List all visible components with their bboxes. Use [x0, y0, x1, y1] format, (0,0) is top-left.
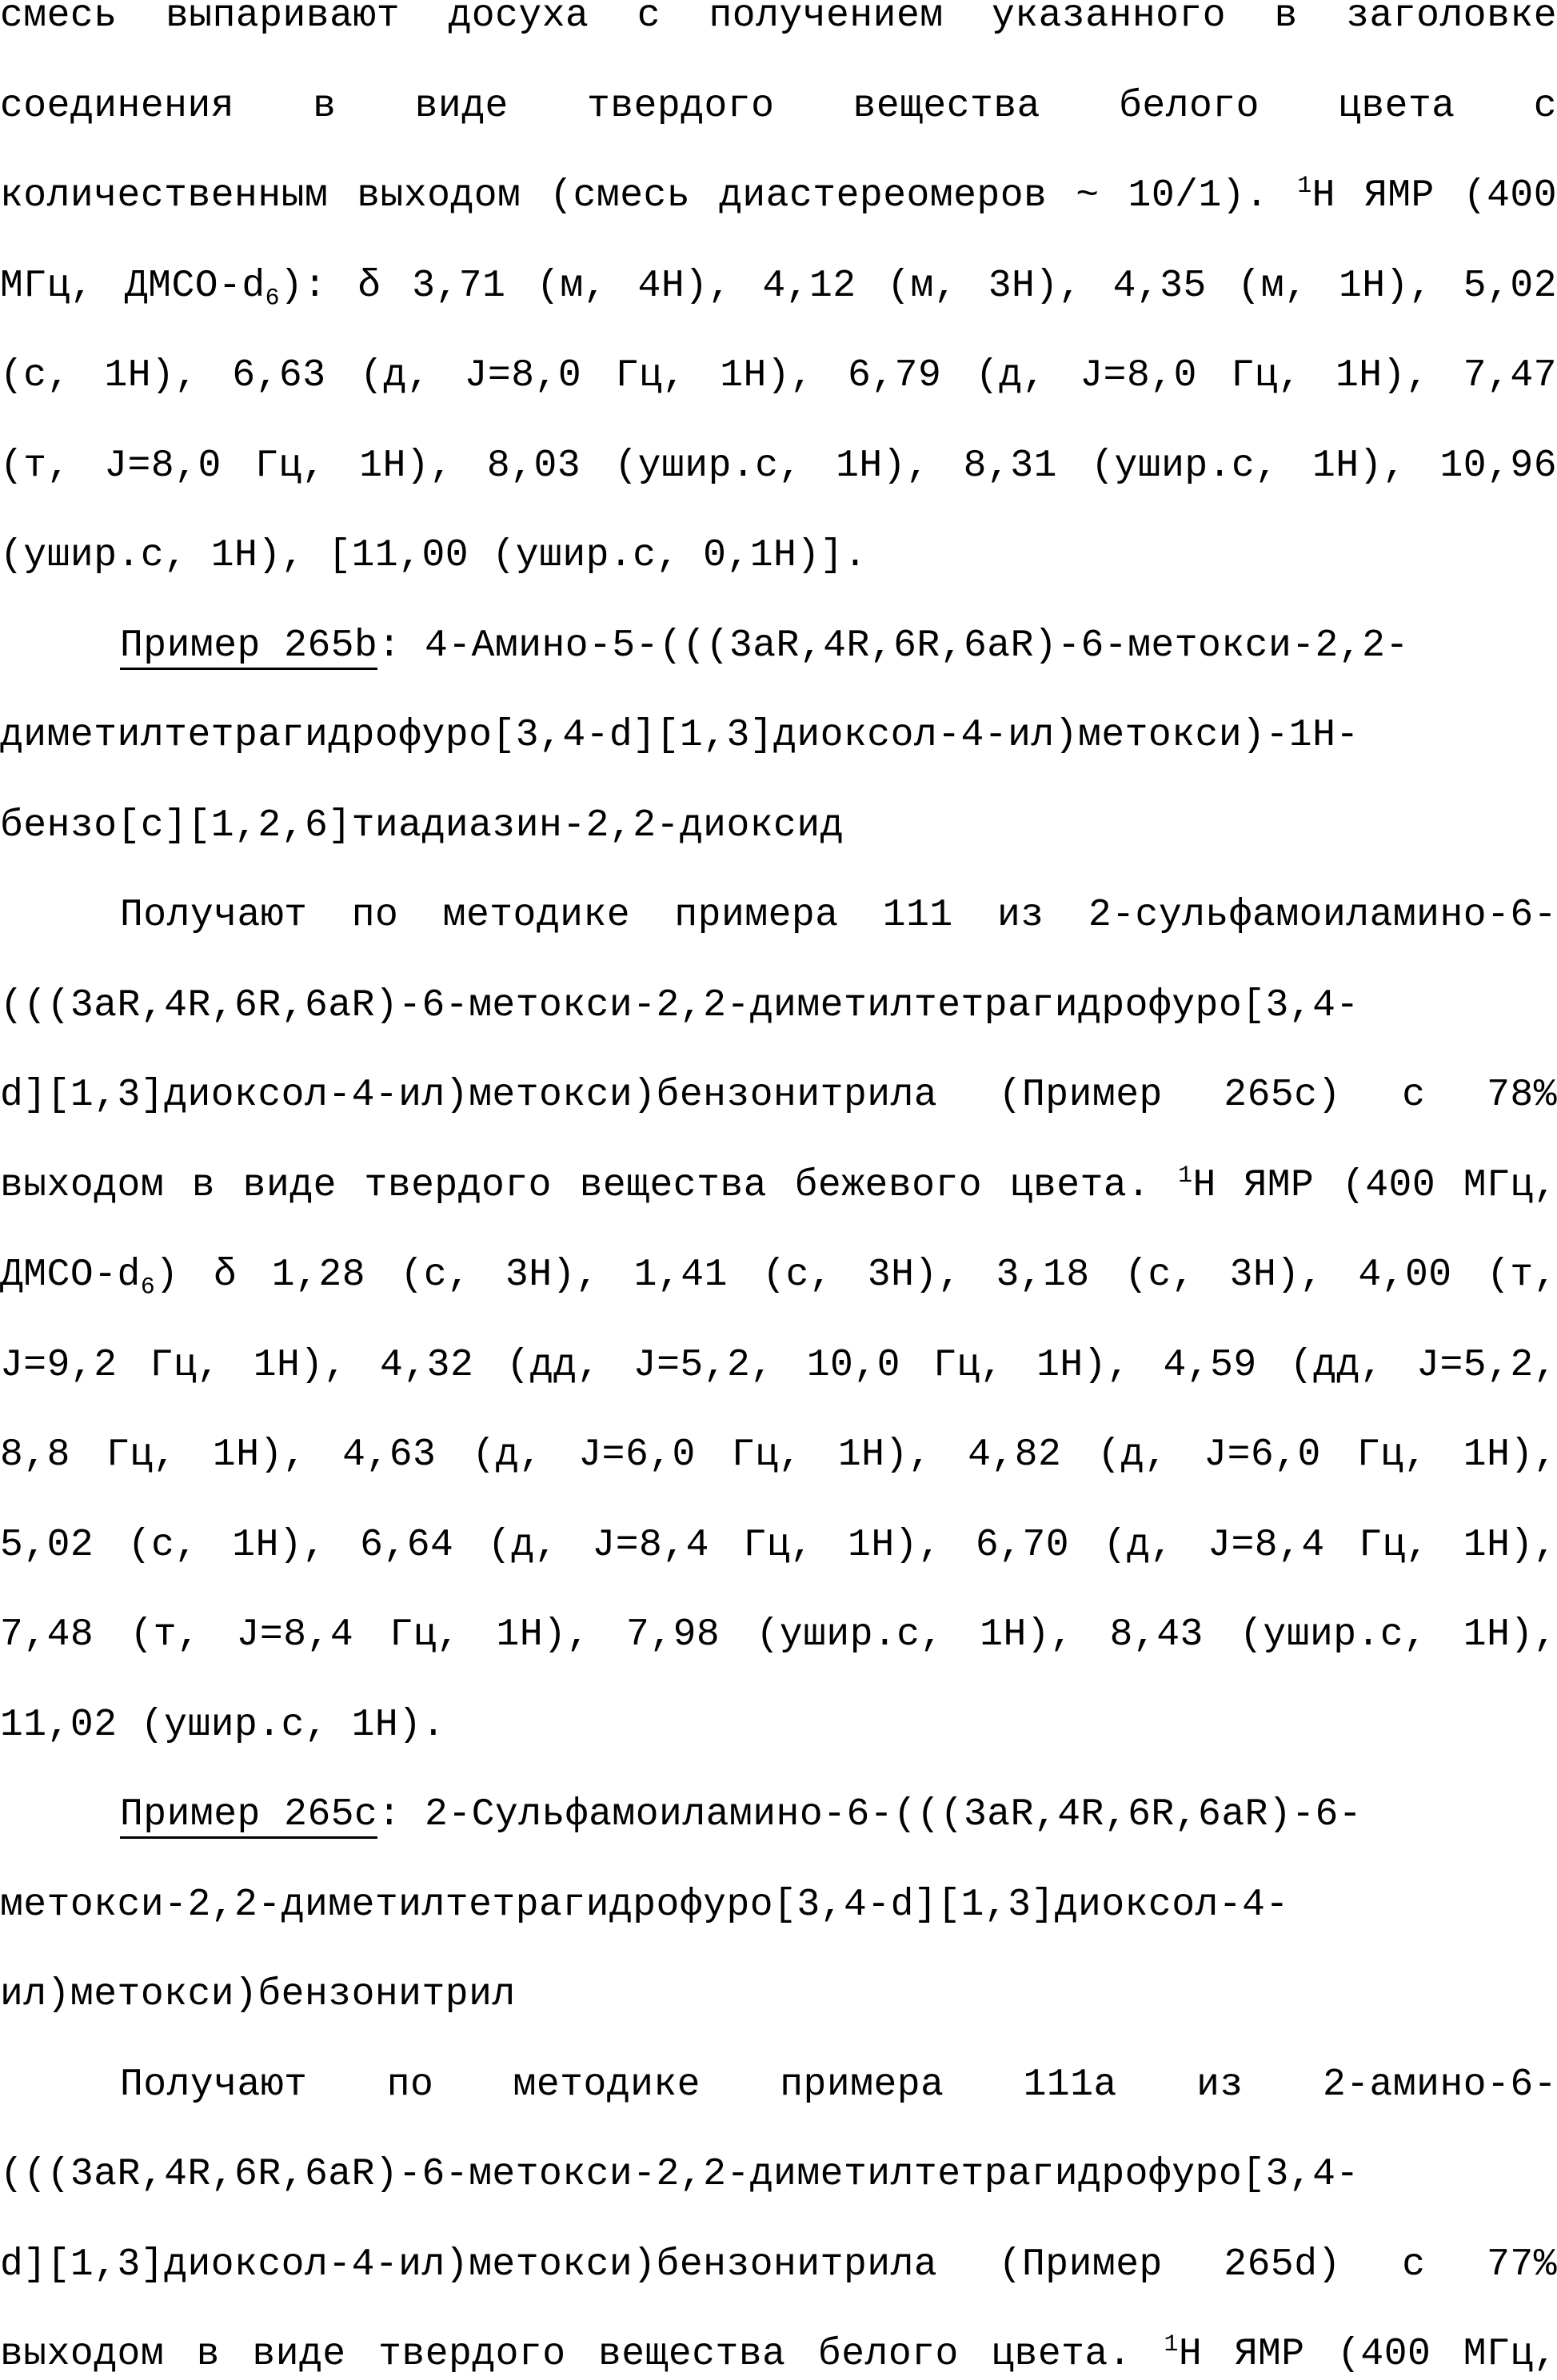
- text-line: [0, 2220, 1557, 2310]
- text-line: [0, 2310, 1557, 2380]
- text-span: (т, J=8,0 Гц, 1H), 8,03 (ушир.с, 1H), 8,31 (ушир.с, 1H), 10,96: [0, 444, 1557, 488]
- text-span: Получают по методике примера 111a из 2-амино-6-: [120, 2063, 1557, 2107]
- text-span: МГц, ДМСО-d: [0, 264, 265, 308]
- text-line: [0, 1230, 1557, 1321]
- text-line: [0, 331, 1557, 421]
- text-span: H ЯМР (400 МГц,: [1178, 2333, 1557, 2376]
- text-span: (((3aR,4R,6R,6aR)-6-метокси-2,2-диметилтетрагидрофуро[3,4-: [0, 2153, 1359, 2196]
- text-span: выходом в виде твердого вещества бежевого цвета.: [0, 1163, 1179, 1207]
- text-line: [0, 1501, 1557, 1591]
- text-line: [0, 1680, 1557, 1771]
- text-span: количественным выходом (смесь диастереомеров ~ 10/1).: [0, 174, 1298, 217]
- text-line: [0, 511, 1557, 601]
- text-span: : 4-Амино-5-(((3aR,4R,6R,6aR)-6-метокси-2,2-: [377, 624, 1409, 668]
- text-span: H ЯМР (400 МГц,: [1192, 1163, 1557, 1207]
- text-line: [0, 421, 1557, 512]
- text-line: [0, 781, 1557, 871]
- text-line: [0, 1050, 1557, 1141]
- text-line: [0, 0, 1557, 62]
- text-span: d][1,3]диоксол-4-ил)метокси)бензонитрила (Пример 265c) с 78%: [0, 1074, 1557, 1117]
- text-span: (с, 1H), 6,63 (д, J=8,0 Гц, 1H), 6,79 (д, J=8,0 Гц, 1H), 7,47: [0, 354, 1557, 397]
- text-line: [0, 1141, 1557, 1231]
- text-span: ) δ 1,28 (с, 3H), 1,41 (с, 3H), 3,18 (с, 3H), 4,00 (т,: [155, 1254, 1557, 1297]
- subscript-text: 6: [140, 1273, 156, 1301]
- text-span: соединения в виде твердого вещества белого цвета с: [0, 84, 1557, 128]
- text-span: Получают по методике примера 111 из 2-сульфамоиламино-6-: [120, 894, 1557, 937]
- text-span: ил)метокси)бензонитрил: [0, 1973, 516, 2016]
- text-line: [0, 1950, 1557, 2040]
- underlined-example-label: Пример 265c: [120, 1793, 377, 1839]
- text-line: [0, 62, 1557, 152]
- text-line: [0, 1321, 1557, 1411]
- text-span: (((3aR,4R,6R,6aR)-6-метокси-2,2-диметилтетрагидрофуро[3,4-: [0, 983, 1359, 1027]
- text-line: [0, 2040, 1557, 2131]
- superscript-text: 1: [1164, 2330, 1179, 2358]
- superscript-text: 1: [1178, 1161, 1193, 1189]
- text-line: [0, 151, 1557, 241]
- text-span: 11,02 (ушир.с, 1H).: [0, 1703, 445, 1747]
- text-span: ДМСО-d: [0, 1254, 141, 1297]
- text-span: J=9,2 Гц, 1H), 4,32 (дд, J=5,2, 10,0 Гц, 1H), 4,59 (дд, J=5,2,: [0, 1343, 1557, 1387]
- superscript-text: 1: [1297, 172, 1312, 199]
- text-span: 8,8 Гц, 1H), 4,63 (д, J=6,0 Гц, 1H), 4,82 (д, J=6,0 Гц, 1H),: [0, 1433, 1557, 1477]
- text-line: [0, 691, 1557, 781]
- text-span: смесь выпаривают досуха с получением указанного в заголовке: [0, 0, 1557, 38]
- text-span: H ЯМР (400: [1311, 174, 1557, 217]
- text-span: 7,48 (т, J=8,4 Гц, 1H), 7,98 (ушир.с, 1H), 8,43 (ушир.с, 1H),: [0, 1613, 1557, 1656]
- text-span: : 2-Сульфамоиламино-6-(((3aR,4R,6R,6aR)-6-: [377, 1793, 1363, 1836]
- text-span: d][1,3]диоксол-4-ил)метокси)бензонитрила (Пример 265d) с 77%: [0, 2242, 1557, 2286]
- text-span: бензо[c][1,2,6]тиадиазин-2,2-диоксид: [0, 803, 844, 847]
- text-span: ): δ 3,71 (м, 4H), 4,12 (м, 3H), 4,35 (м, 1H), 5,02: [280, 264, 1557, 308]
- text-line: [0, 871, 1557, 961]
- text-span: метокси-2,2-диметилтетрагидрофуро[3,4-d][1,3]диоксол-4-: [0, 1883, 1289, 1927]
- text-line: [0, 1590, 1557, 1680]
- text-span: 5,02 (с, 1H), 6,64 (д, J=8,4 Гц, 1H), 6,70 (д, J=8,4 Гц, 1H),: [0, 1523, 1557, 1567]
- text-line: [0, 601, 1557, 692]
- text-line: [0, 1770, 1557, 1860]
- text-line: [0, 1410, 1557, 1501]
- text-line: [0, 1860, 1557, 1951]
- text-span: диметилтетрагидрофуро[3,4-d][1,3]диоксол-4-ил)метокси)-1H-: [0, 714, 1359, 757]
- text-span: (ушир.с, 1H), [11,00 (ушир.с, 0,1H)].: [0, 534, 868, 577]
- text-line: [0, 2130, 1557, 2220]
- text-line: [0, 961, 1557, 1051]
- underlined-example-label: Пример 265b: [120, 624, 377, 670]
- subscript-text: 6: [265, 284, 281, 312]
- text-line: [0, 241, 1557, 332]
- text-span: выходом в виде твердого вещества белого цвета.: [0, 2333, 1164, 2376]
